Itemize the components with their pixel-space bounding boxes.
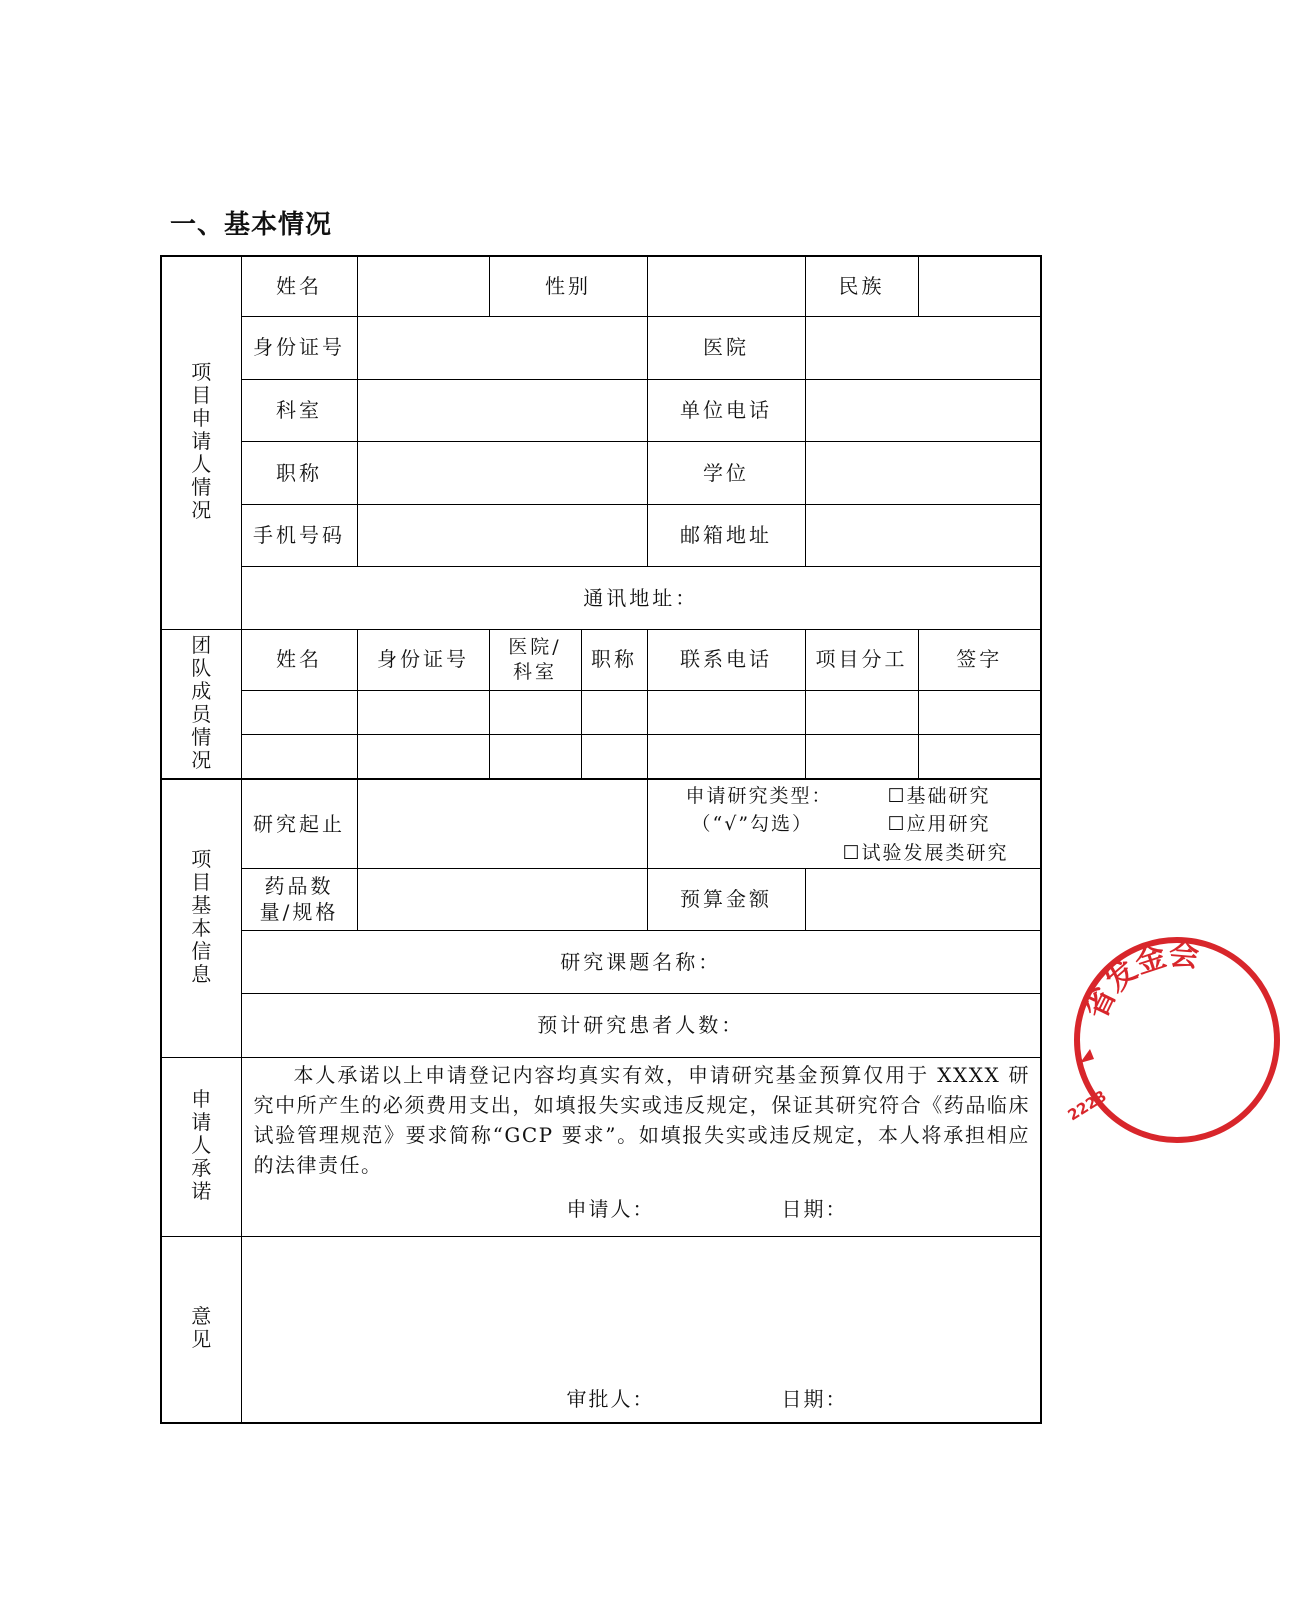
team-row-1-signature[interactable] — [918, 690, 1041, 734]
pledge-text: 本人承诺以上申请登记内容均真实有效，申请研究基金预算仅用于 XXXX 研究中所产生的必须费用支出，如填报失实或违反规定，保证其研究符合《药品临床试验管理规范》要求简称“GCP 要求”。如填报失实或违反规定，本人将承担相应的法律责任。 — [253, 1062, 1030, 1177]
seal-text: 省发金会 — [1078, 937, 1201, 1025]
title-label: 职称 — [241, 442, 357, 505]
page-title: 一、基本情况 — [170, 210, 333, 240]
research-type-label: 申请研究类型： — [685, 784, 833, 807]
period-label: 研究起止 — [241, 779, 357, 869]
pledge-cell — [241, 1057, 1041, 1236]
email-label: 邮箱地址 — [647, 504, 805, 567]
mobile-field[interactable] — [357, 504, 647, 567]
team-row-2-signature[interactable] — [918, 734, 1041, 778]
department-field[interactable] — [357, 379, 647, 442]
opinion-section-label: 意见 — [161, 1236, 241, 1423]
team-header-phone: 联系电话 — [647, 629, 805, 690]
department-label: 科室 — [241, 379, 357, 442]
team-row-2-role[interactable] — [805, 734, 918, 778]
mobile-label: 手机号码 — [241, 504, 357, 567]
address-field[interactable]: 通讯地址： — [241, 567, 1041, 630]
degree-field[interactable] — [805, 442, 1041, 505]
research-type-hint: （“√”勾选） — [691, 812, 814, 835]
hospital-label: 医院 — [647, 317, 805, 380]
team-header-role: 项目分工 — [805, 629, 918, 690]
research-type-cell — [647, 779, 1041, 869]
id-number-field[interactable] — [357, 317, 647, 380]
applicant-signature-label[interactable]: 申请人： — [566, 1196, 655, 1221]
team-row-1-name[interactable] — [241, 690, 357, 734]
team-header-name: 姓名 — [241, 629, 357, 690]
team-header-signature: 签字 — [918, 629, 1041, 690]
application-form — [160, 255, 1042, 1424]
opinion-field[interactable] — [241, 1236, 1041, 1423]
type-option-experimental[interactable]: ☐试验发展类研究 — [842, 841, 1009, 864]
team-row-1-id[interactable] — [357, 690, 489, 734]
email-field[interactable] — [805, 504, 1041, 567]
ethnicity-label: 民族 — [805, 256, 918, 317]
project-section-label: 项目基本信息 — [161, 779, 241, 1058]
team-row-1-hospital[interactable] — [489, 690, 581, 734]
name-label: 姓名 — [241, 256, 357, 317]
hospital-field[interactable] — [805, 317, 1041, 380]
ethnicity-field[interactable] — [918, 256, 1041, 317]
name-field[interactable] — [357, 256, 489, 317]
title-field[interactable] — [357, 442, 647, 505]
team-header-id: 身份证号 — [357, 629, 489, 690]
type-option-basic[interactable]: ☐基础研究 — [887, 784, 991, 807]
opinion-date-label[interactable]: 日期： — [781, 1387, 848, 1411]
degree-label: 学位 — [647, 442, 805, 505]
applicant-section-label: 项目申请人情况 — [161, 256, 241, 629]
work-phone-label: 单位电话 — [647, 379, 805, 442]
gender-label: 性别 — [489, 256, 647, 317]
period-field[interactable] — [357, 779, 647, 869]
team-row-1-role[interactable] — [805, 690, 918, 734]
team-header-title: 职称 — [581, 629, 647, 690]
type-option-applied[interactable]: ☐应用研究 — [887, 812, 991, 835]
work-phone-field[interactable] — [805, 379, 1041, 442]
official-seal-stamp — [1062, 925, 1292, 1155]
id-number-label: 身份证号 — [241, 317, 357, 380]
topic-field[interactable]: 研究课题名称： — [241, 930, 1041, 994]
team-row-2-id[interactable] — [357, 734, 489, 778]
team-row-2-phone[interactable] — [647, 734, 805, 778]
patients-field[interactable]: 预计研究患者人数： — [241, 994, 1041, 1058]
team-row-1-phone[interactable] — [647, 690, 805, 734]
drug-quantity-label: 药品数量/规格 — [241, 869, 357, 931]
budget-field[interactable] — [805, 869, 1041, 931]
gender-field[interactable] — [647, 256, 805, 317]
team-section-label: 团队成员情况 — [161, 629, 241, 778]
seal-digits: 2228 — [1064, 1087, 1110, 1125]
budget-label: 预算金额 — [647, 869, 805, 931]
pledge-section-label: 申请人承诺 — [161, 1057, 241, 1236]
pledge-date-label[interactable]: 日期： — [781, 1196, 848, 1221]
team-row-2-hospital[interactable] — [489, 734, 581, 778]
team-row-1-title[interactable] — [581, 690, 647, 734]
approver-signature-label[interactable]: 审批人： — [566, 1387, 655, 1411]
drug-quantity-field[interactable] — [357, 869, 647, 931]
team-header-hospital: 医院/科室 — [489, 629, 581, 690]
team-row-2-name[interactable] — [241, 734, 357, 778]
team-row-2-title[interactable] — [581, 734, 647, 778]
seal-mark — [1080, 1049, 1094, 1063]
